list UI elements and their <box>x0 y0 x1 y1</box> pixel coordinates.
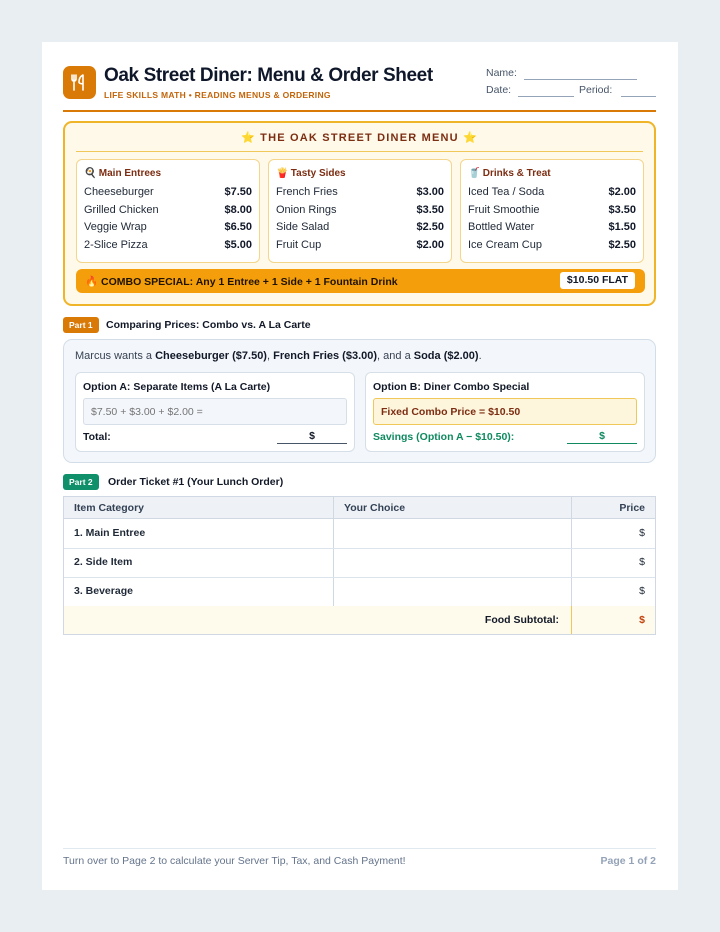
menu-title: ⭐ THE OAK STREET DINER MENU ⭐ <box>241 132 478 144</box>
page-number: Page 1 of 2 <box>600 855 656 867</box>
menu-item: Ice Cream Cup $2.50 <box>468 239 636 251</box>
column-divider <box>571 606 572 634</box>
part1-badge: Part 1 <box>63 317 99 333</box>
menu-column-entrees <box>76 159 260 263</box>
menu-column-drinks <box>460 159 644 263</box>
part2-badge: Part 2 <box>63 474 99 490</box>
menu-column-sides <box>268 159 452 263</box>
fork-knife-icon <box>63 66 96 99</box>
option-b-heading: Option B: Diner Combo Special <box>373 381 530 393</box>
name-field[interactable] <box>524 79 637 80</box>
option-a-total-answer[interactable]: $ <box>277 429 347 444</box>
table-header-row <box>64 497 655 519</box>
side-price-field[interactable]: $ <box>639 556 645 568</box>
row-category-entree: 1. Main Entree <box>74 527 146 539</box>
menu-item: 2-Slice Pizza $5.00 <box>84 239 252 251</box>
frying-pan-icon: 🍳 <box>84 168 97 179</box>
date-label: Date: <box>486 84 512 96</box>
period-label: Period: <box>579 84 613 96</box>
menu-item: Cheeseburger $7.50 <box>84 186 252 198</box>
row-category-side: 2. Side Item <box>74 556 133 568</box>
column-header-category: Item Category <box>74 502 145 514</box>
menu-item: Onion Rings $3.50 <box>276 204 444 216</box>
worksheet-page <box>42 42 678 890</box>
row-divider <box>64 548 655 549</box>
footer-divider <box>63 848 656 849</box>
option-b-card <box>365 372 645 452</box>
fire-icon: 🔥 <box>85 276 99 288</box>
beverage-choice-field[interactable] <box>336 579 568 604</box>
column-header-choice: Your Choice <box>344 502 406 514</box>
beverage-price-field[interactable]: $ <box>639 585 645 597</box>
diner-menu <box>63 121 656 306</box>
menu-item: Iced Tea / Soda $2.00 <box>468 186 636 198</box>
part1-scenario: Marcus wants a Cheeseburger ($7.50), French Fries ($3.00), and a Soda ($2.00). <box>75 350 482 362</box>
part1-title: Comparing Prices: Combo vs. A La Carte <box>106 319 311 331</box>
subtotal-answer[interactable]: $ <box>639 614 645 626</box>
row-category-beverage: 3. Beverage <box>74 585 133 597</box>
column-header-price: Price <box>619 502 645 514</box>
row-divider <box>64 577 655 578</box>
page-title: Oak Street Diner: Menu & Order Sheet <box>104 65 433 86</box>
menu-item: Fruit Smoothie $3.50 <box>468 204 636 216</box>
combo-price-badge: $10.50 FLAT <box>560 272 635 289</box>
entree-price-field[interactable]: $ <box>639 527 645 539</box>
menu-column-heading: 🥤 Drinks & Treat <box>468 168 551 179</box>
side-choice-field[interactable] <box>336 550 568 575</box>
footer-note: Turn over to Page 2 to calculate your Server Tip, Tax, and Cash Payment! <box>63 855 406 867</box>
savings-answer[interactable]: $ <box>567 429 637 444</box>
savings-label: Savings (Option A − $10.50): <box>373 431 515 443</box>
period-field[interactable] <box>621 96 656 97</box>
menu-item: Veggie Wrap $6.50 <box>84 221 252 233</box>
drink-cup-icon: 🥤 <box>468 168 481 179</box>
menu-item: Side Salad $2.50 <box>276 221 444 233</box>
menu-item: Bottled Water $1.50 <box>468 221 636 233</box>
menu-item: Fruit Cup $2.00 <box>276 239 444 251</box>
combo-special-text: 🔥 COMBO SPECIAL: Any 1 Entree + 1 Side + 1 Fountain Drink <box>85 276 398 288</box>
page-subtitle: LIFE SKILLS MATH • READING MENUS & ORDERING <box>104 90 331 100</box>
order-ticket-table <box>63 496 656 635</box>
menu-item: Grilled Chicken $8.00 <box>84 204 252 216</box>
column-divider <box>333 497 334 606</box>
option-a-card <box>75 372 355 452</box>
option-a-total-label: Total: <box>83 431 111 443</box>
part2-title: Order Ticket #1 (Your Lunch Order) <box>108 476 284 488</box>
menu-column-heading: 🍳 Main Entrees <box>84 168 162 179</box>
entree-choice-field[interactable] <box>336 521 568 546</box>
name-label: Name: <box>486 67 517 79</box>
date-field[interactable] <box>518 96 574 97</box>
menu-item: French Fries $3.00 <box>276 186 444 198</box>
option-a-heading: Option A: Separate Items (A La Carte) <box>83 381 271 393</box>
subtotal-row <box>64 606 655 634</box>
combo-special-banner <box>76 269 645 293</box>
menu-title-divider <box>76 151 643 152</box>
fries-icon: 🍟 <box>276 168 289 179</box>
subtotal-label: Food Subtotal: <box>484 614 559 626</box>
combo-fixed-price: Fixed Combo Price = $10.50 <box>373 398 637 425</box>
menu-column-heading: 🍟 Tasty Sides <box>276 168 346 179</box>
option-a-work-input[interactable] <box>83 398 347 425</box>
part1-panel <box>63 339 656 463</box>
header-divider <box>63 110 656 112</box>
